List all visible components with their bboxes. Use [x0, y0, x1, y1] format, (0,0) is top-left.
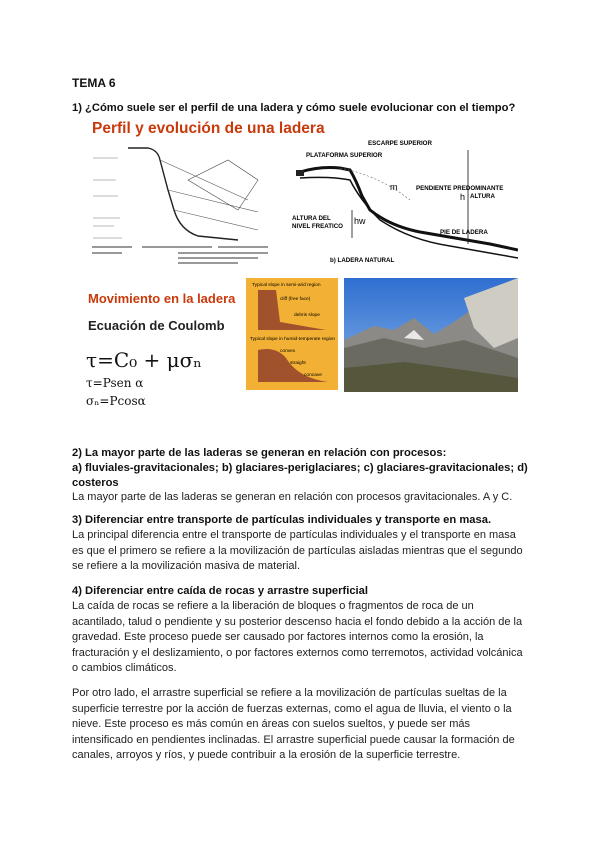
figure-title: Perfil y evolución de una ladera — [92, 120, 325, 137]
label-straight: straight — [290, 361, 306, 366]
question-4: 4) Diferenciar entre caída de rocas y arrastre superficial — [72, 585, 368, 597]
label-escarpe: ESCARPE SUPERIOR — [368, 140, 432, 147]
answer-2: La mayor parte de las laderas se generan en relación con procesos gravitacionales. A y C. — [72, 491, 513, 503]
answer-4-paragraph-1 — [72, 599, 532, 677]
label-plataforma: PLATAFORMA SUPERIOR — [306, 152, 383, 159]
answer-4-paragraph-2 — [72, 686, 532, 764]
label-hw: hw — [354, 216, 366, 226]
answer-3-line: La principal diferencia entre el transporte de partículas individuales y el transporte en masa — [72, 529, 516, 541]
label-debris: debris slope — [294, 313, 320, 318]
answer-4-line: acantilado, talud o pendiente y su posterior descenso hacia el fondo debido a la acción de la — [72, 615, 523, 628]
mountain-photo — [344, 278, 518, 392]
question-1: 1) ¿Cómo suele ser el perfil de una ladera y cómo suele evolucionar con el tiempo? — [72, 102, 516, 114]
answer-3 — [72, 528, 532, 575]
label-m: m — [390, 182, 398, 192]
label-natural: b) LADERA NATURAL — [330, 257, 395, 264]
label-cliff: cliff (free face) — [280, 297, 311, 302]
question-2-options-a: a) fluviales-gravitacionales; b) glaciares-periglaciares; c) glaciares-gravitacionales; d) — [72, 462, 528, 474]
answer-4-line: canales, arroyos y ríos, y puede contribuir a la erosión de la superficie terrestre. — [72, 749, 461, 762]
label-pendiente: PENDIENTE PREDOMINANTE — [416, 185, 504, 192]
answer-4-line: intensificado en pendientes inclinadas. El arrastre superficial puede causar la formación de — [72, 733, 515, 746]
label-altura: ALTURA — [470, 193, 495, 200]
answer-4-line: superficie terrestre por la acción de fuerzas externas, como el agua de lluvia, el viento o la — [72, 702, 512, 715]
answer-4-line: o cambios climáticos. — [72, 662, 177, 675]
formula-tau: τ=Psen α — [86, 376, 144, 390]
slope-profile-diagram — [88, 140, 278, 268]
label-convex: convex — [280, 349, 296, 354]
label-h: h — [460, 192, 466, 202]
label-altura-nivel: ALTURA DEL — [292, 215, 331, 222]
label-typical2: Typical slope in humid-temperate region — [250, 337, 336, 342]
label-pie: PIE DE LADERA — [440, 229, 488, 236]
label-concave: concave — [304, 373, 322, 378]
answer-4-line: nieve. Este proceso es más común en áreas con suelos sueltos, y puede ser más — [72, 718, 471, 731]
answer-4-line: Por otro lado, el arrastre superficial se refiere a la movilización de partículas sueltas de la — [72, 687, 507, 699]
label-typical1: Typical slope in semi-arid region — [252, 283, 321, 288]
coulomb-title: Ecuación de Coulomb — [88, 318, 225, 333]
question-3: 3) Diferenciar entre transporte de partículas individuales y transporte en masa. — [72, 514, 492, 526]
answer-4-line: La caída de rocas se refiere a la liberación de bloques o fragmentos de roca de un — [72, 600, 474, 612]
question-2: 2) La mayor parte de las laderas se generan en relación con procesos: — [72, 447, 447, 459]
page-title: TEMA 6 — [72, 76, 116, 90]
answer-3-line: es que el primero se refiere a la movilización de partículas aisladas mientras que el segundo — [72, 544, 523, 557]
answer-4-line: gravedad. Este proceso puede ser causado por factores internos como la erosión, la — [72, 631, 484, 644]
movimiento-title: Movimiento en la ladera — [88, 291, 236, 306]
slope-types-diagram — [246, 278, 338, 390]
ladera-natural-diagram — [290, 140, 518, 268]
question-2-options-b: costeros — [72, 477, 119, 489]
formula-sigma: σₙ=Pcosα — [86, 394, 146, 408]
label-nivel-freatico: NIVEL FREATICO — [292, 223, 343, 230]
formula-main: τ=C₀ + μσₙ — [86, 348, 202, 372]
answer-3-line: se refiere a la movilización masiva de material. — [72, 560, 301, 573]
answer-4-line: fracturación y el deslizamiento, o por factores externos como terremotos, actividad volcánica — [72, 646, 523, 659]
